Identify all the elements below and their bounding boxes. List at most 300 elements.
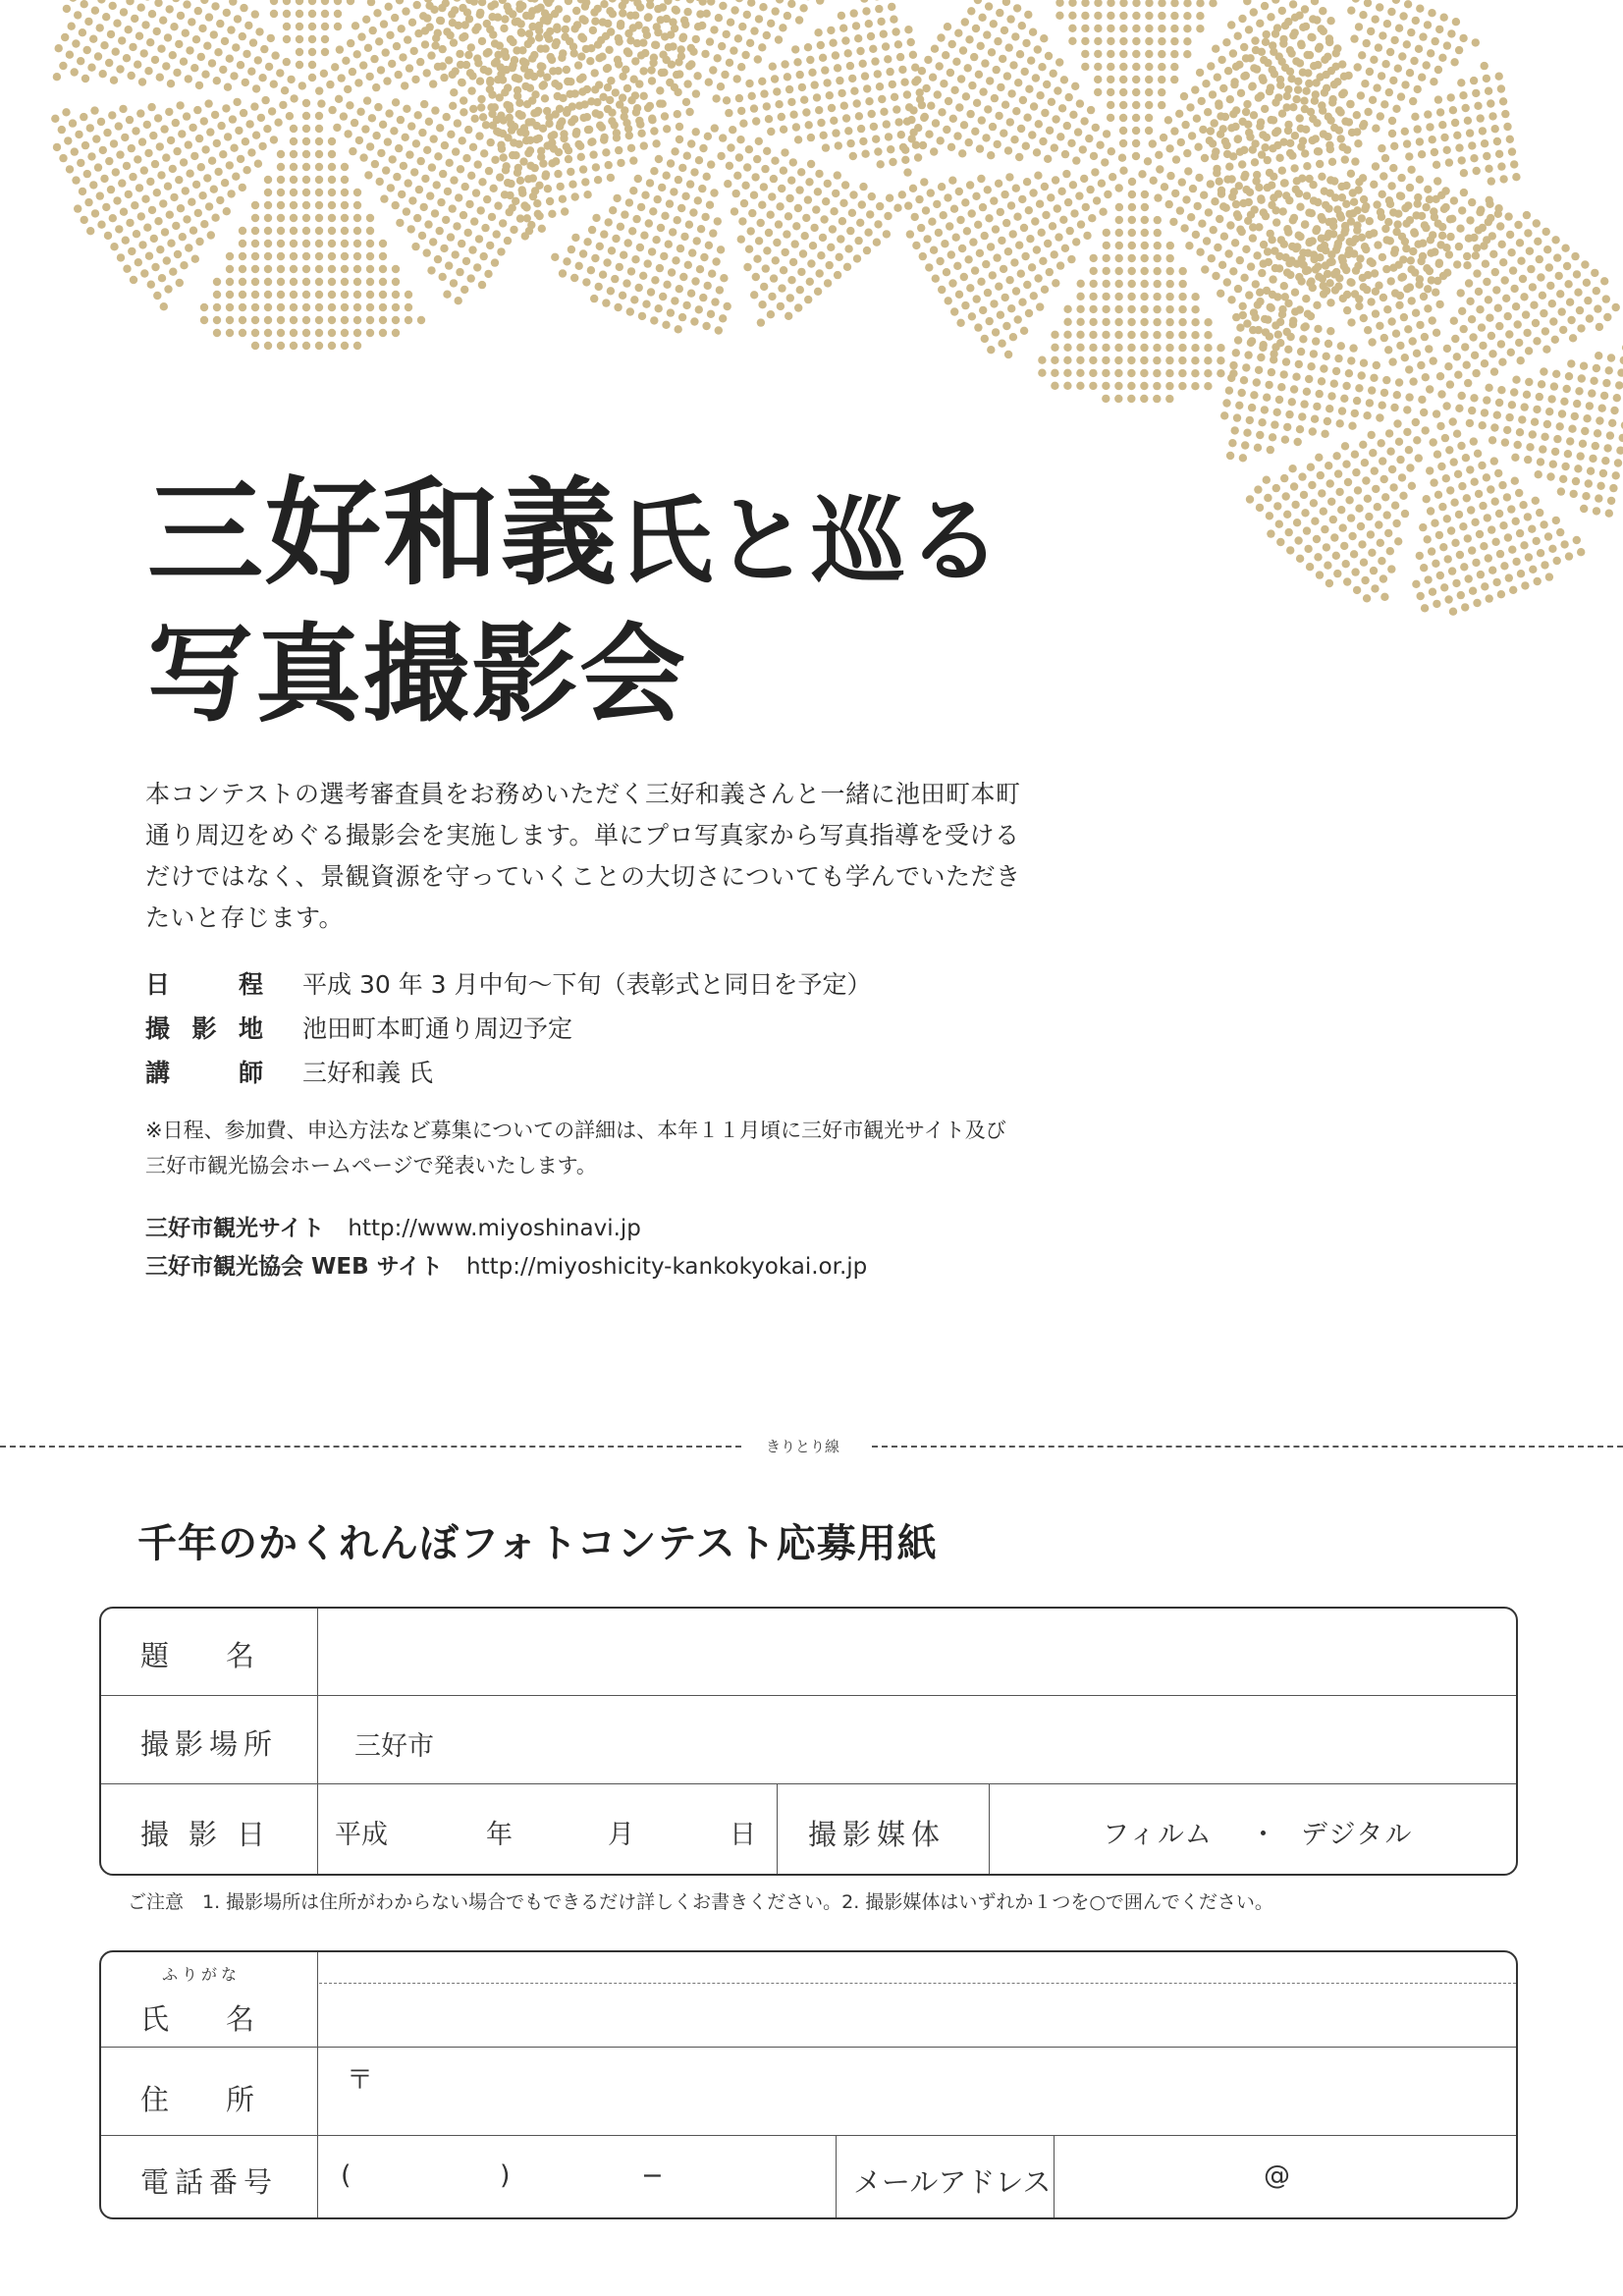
pattern-dot <box>832 129 839 137</box>
pattern-dot <box>1252 46 1260 54</box>
pattern-dot <box>159 17 167 25</box>
pattern-dot <box>1226 95 1234 103</box>
pattern-dot <box>1127 318 1135 326</box>
pattern-dot <box>396 0 404 4</box>
pattern-dot <box>328 163 336 171</box>
pattern-dot <box>1301 105 1309 113</box>
pattern-dot <box>1020 224 1028 232</box>
site-url-link[interactable]: http://miyoshicity-kankokyokai.or.jp <box>466 1254 868 1280</box>
pattern-dot <box>936 62 944 70</box>
pattern-dot <box>1170 0 1178 7</box>
pattern-dot <box>575 262 583 270</box>
pattern-dot <box>188 18 195 26</box>
pattern-dot <box>1569 334 1577 342</box>
pattern-dot <box>1102 382 1109 390</box>
pattern-dot <box>734 34 742 42</box>
pattern-dot <box>1437 390 1445 398</box>
pattern-dot <box>1359 274 1367 282</box>
pattern-dot <box>907 38 915 46</box>
pattern-dot <box>436 124 444 132</box>
pattern-dot <box>175 176 183 184</box>
pattern-dot <box>475 235 483 243</box>
pattern-dot <box>1427 236 1434 244</box>
pattern-dot <box>878 95 886 103</box>
pattern-dot <box>1378 213 1385 221</box>
divider <box>317 1609 318 1695</box>
pattern-dot <box>953 132 961 139</box>
pattern-dot <box>1388 130 1396 137</box>
pattern-dot <box>334 10 342 18</box>
pattern-dot <box>530 0 538 3</box>
pattern-dot <box>478 178 486 186</box>
pattern-dot <box>599 93 607 101</box>
pattern-dot <box>1306 51 1314 59</box>
pattern-dot <box>739 120 747 128</box>
pattern-dot <box>999 55 1006 63</box>
pattern-dot <box>933 200 941 208</box>
pattern-dot <box>947 69 954 77</box>
pattern-dot <box>523 214 531 222</box>
pattern-dot <box>1580 505 1588 513</box>
pattern-dot <box>1404 325 1412 333</box>
pattern-dot <box>589 27 597 34</box>
pattern-dot <box>1325 462 1332 469</box>
pattern-dot <box>277 342 285 350</box>
pattern-dot <box>1308 481 1316 489</box>
pattern-dot <box>1247 339 1255 347</box>
pattern-dot <box>719 134 727 141</box>
pattern-dot <box>264 214 272 222</box>
place-value[interactable]: 三好市 <box>354 1731 434 1762</box>
pattern-dot <box>863 246 871 254</box>
pattern-dot <box>1309 427 1317 435</box>
pattern-dot <box>1326 479 1334 487</box>
title-input[interactable] <box>319 1609 1516 1695</box>
pattern-dot <box>392 303 400 311</box>
pattern-dot <box>1400 313 1408 321</box>
pattern-dot <box>456 50 463 58</box>
pattern-dot <box>1051 250 1058 258</box>
name-label: 氏 名 <box>140 2002 255 2036</box>
pattern-dot <box>778 185 785 192</box>
divider <box>317 1952 318 2047</box>
pattern-dot <box>1368 338 1376 346</box>
pattern-dot <box>711 124 719 132</box>
pattern-dot <box>1250 64 1258 72</box>
pattern-dot <box>1327 392 1335 400</box>
pattern-dot <box>315 137 323 145</box>
pattern-dot <box>154 114 162 122</box>
pattern-dot <box>1582 492 1590 500</box>
pattern-dot <box>1442 402 1450 410</box>
pattern-dot <box>1403 40 1411 48</box>
pattern-dot <box>797 168 805 176</box>
pattern-dot <box>1296 425 1304 433</box>
pattern-dot <box>1523 211 1531 219</box>
pattern-dot <box>758 201 766 209</box>
pattern-dot <box>802 108 810 116</box>
pattern-dot <box>1470 77 1478 84</box>
pattern-dot <box>1378 72 1385 80</box>
pattern-dot <box>841 36 849 44</box>
pattern-dot <box>66 51 74 59</box>
pattern-dot <box>1132 152 1140 160</box>
pattern-dot <box>1594 304 1601 312</box>
pattern-dot <box>1337 342 1345 350</box>
pattern-dot <box>1577 324 1585 332</box>
pattern-dot <box>1318 213 1325 221</box>
pattern-dot <box>1178 318 1186 326</box>
pattern-dot <box>1431 148 1438 156</box>
pattern-dot <box>252 132 260 139</box>
pattern-dot <box>1023 178 1031 186</box>
pattern-dot <box>1351 410 1359 417</box>
pattern-dot <box>250 102 258 110</box>
pattern-dot <box>1276 318 1284 326</box>
pattern-dot <box>727 19 734 27</box>
pattern-dot <box>1115 229 1123 237</box>
pattern-dot <box>985 2 993 10</box>
pattern-dot <box>1217 112 1224 120</box>
pattern-dot <box>514 92 521 100</box>
pattern-dot <box>91 7 99 15</box>
pattern-dot <box>538 225 546 233</box>
pattern-dot <box>1034 45 1042 53</box>
pattern-dot <box>1434 177 1441 185</box>
pattern-dot <box>302 265 310 273</box>
pattern-dot <box>105 59 113 67</box>
pattern-dot <box>1051 344 1058 352</box>
pattern-dot <box>353 252 361 260</box>
pattern-dot <box>53 73 61 81</box>
pattern-dot <box>701 50 709 58</box>
pattern-dot <box>1040 34 1048 42</box>
pattern-dot <box>1256 504 1264 512</box>
pattern-dot <box>1291 289 1299 297</box>
pattern-dot <box>1501 276 1509 284</box>
pattern-dot <box>1034 172 1042 180</box>
pattern-dot <box>87 152 95 160</box>
pattern-dot <box>1324 53 1331 61</box>
pattern-dot <box>799 4 807 12</box>
pattern-dot <box>1478 462 1486 469</box>
pattern-dot <box>1241 441 1249 449</box>
pattern-dot <box>1253 171 1261 179</box>
pattern-dot <box>591 69 599 77</box>
pattern-dot <box>1052 115 1059 123</box>
pattern-dot <box>978 14 986 22</box>
pattern-dot <box>1416 176 1424 184</box>
pattern-dot <box>1395 25 1403 32</box>
pattern-dot <box>1107 50 1114 58</box>
pattern-dot <box>423 14 431 22</box>
media-film-option[interactable]: フィルム <box>1103 1820 1214 1850</box>
pattern-dot <box>159 199 167 207</box>
pattern-dot <box>1018 299 1026 306</box>
pattern-dot <box>1388 117 1396 125</box>
pattern-dot <box>582 45 590 53</box>
pattern-dot <box>853 254 861 262</box>
pattern-dot <box>290 291 298 299</box>
pattern-dot <box>1416 5 1424 13</box>
pattern-dot <box>1086 186 1094 193</box>
pattern-dot <box>1537 549 1544 557</box>
pattern-dot <box>1413 436 1421 444</box>
pattern-dot <box>276 69 284 77</box>
pattern-dot <box>656 99 664 107</box>
pattern-dot <box>449 102 457 110</box>
pattern-dot <box>219 66 227 74</box>
pattern-dot <box>353 265 361 273</box>
pattern-dot <box>458 79 465 86</box>
pattern-dot <box>1102 331 1109 339</box>
pattern-dot <box>668 268 676 276</box>
pattern-dot <box>274 119 282 127</box>
pattern-dot <box>1313 535 1321 543</box>
pattern-dot <box>1227 374 1235 382</box>
pattern-dot <box>484 270 492 278</box>
pattern-dot <box>678 164 686 172</box>
address-input[interactable] <box>319 2047 1516 2135</box>
pattern-dot <box>1010 258 1018 266</box>
pattern-dot <box>428 163 436 171</box>
pattern-dot <box>1051 331 1058 339</box>
pattern-dot <box>991 94 999 102</box>
pattern-dot <box>665 241 673 248</box>
pattern-dot <box>1377 112 1384 120</box>
pattern-dot <box>302 201 310 209</box>
pattern-dot <box>1158 88 1165 96</box>
pattern-dot <box>277 189 285 196</box>
pattern-dot <box>786 294 794 301</box>
pattern-dot <box>647 288 655 296</box>
pattern-dot <box>328 189 336 196</box>
pattern-dot <box>1083 232 1091 240</box>
pattern-dot <box>200 117 208 125</box>
pattern-dot <box>1266 169 1273 177</box>
pattern-dot <box>86 227 94 235</box>
pattern-dot <box>1479 127 1487 135</box>
pattern-dot <box>846 62 854 70</box>
pattern-dot <box>1046 127 1054 135</box>
pattern-dot <box>1332 452 1340 460</box>
pattern-dot <box>1354 63 1362 71</box>
pattern-dot <box>1271 343 1279 351</box>
pattern-dot <box>472 189 480 196</box>
pattern-dot <box>701 213 709 221</box>
pattern-dot <box>889 158 896 166</box>
pattern-dot <box>1119 37 1127 45</box>
pattern-dot <box>1046 268 1054 276</box>
pattern-dot <box>164 183 172 191</box>
pattern-dot <box>1103 254 1110 262</box>
pattern-dot <box>627 96 635 104</box>
pattern-dot <box>1352 468 1360 476</box>
pattern-dot <box>750 291 758 299</box>
media-digital-option[interactable]: デジタル <box>1301 1820 1414 1850</box>
pattern-dot <box>698 185 706 192</box>
pattern-dot <box>234 15 242 23</box>
pattern-dot <box>1311 0 1319 5</box>
pattern-dot <box>692 89 700 97</box>
pattern-dot <box>1224 249 1232 257</box>
pattern-dot <box>1165 144 1173 152</box>
pattern-dot <box>107 30 115 38</box>
site-url-link[interactable]: http://www.miyoshinavi.jp <box>348 1216 641 1241</box>
pattern-dot <box>755 237 763 245</box>
pattern-dot <box>591 254 599 262</box>
pattern-dot <box>1371 269 1379 277</box>
pattern-dot <box>1473 245 1481 252</box>
pattern-dot <box>1534 238 1542 246</box>
pattern-dot <box>353 240 361 247</box>
pattern-dot <box>1397 192 1405 200</box>
page-title-line1 <box>147 440 1003 607</box>
pattern-dot <box>893 204 901 212</box>
pattern-dot <box>474 160 482 168</box>
pattern-dot <box>440 74 448 82</box>
pattern-dot <box>1367 530 1375 538</box>
pattern-dot <box>556 123 564 131</box>
pattern-dot <box>434 29 442 37</box>
pattern-dot <box>1481 139 1488 147</box>
pattern-dot <box>844 127 852 135</box>
pattern-dot <box>856 47 864 55</box>
pattern-dot <box>283 23 291 30</box>
pattern-dot <box>216 20 224 27</box>
pattern-dot <box>955 291 963 299</box>
pattern-dot <box>1103 267 1110 275</box>
pattern-dot <box>1325 579 1333 587</box>
pattern-dot <box>666 199 674 207</box>
pattern-dot <box>584 126 592 134</box>
pattern-dot <box>1322 201 1329 209</box>
pattern-dot <box>147 103 155 111</box>
pattern-dot <box>1273 409 1281 416</box>
name-input[interactable] <box>319 1986 1516 2047</box>
pattern-dot <box>1259 131 1267 138</box>
pattern-dot <box>1102 293 1109 301</box>
pattern-dot <box>1459 522 1467 530</box>
pattern-dot <box>964 255 972 263</box>
pattern-dot <box>621 210 628 218</box>
pattern-dot <box>807 160 815 168</box>
pattern-dot <box>855 112 863 120</box>
pattern-dot <box>596 243 604 250</box>
pattern-dot <box>389 155 397 163</box>
pattern-dot <box>1291 501 1299 509</box>
pattern-dot <box>79 188 86 195</box>
pattern-dot <box>1306 563 1314 571</box>
pattern-dot <box>934 90 942 98</box>
pattern-dot <box>1153 395 1161 403</box>
pattern-dot <box>302 291 310 299</box>
pattern-dot <box>154 217 162 225</box>
pattern-dot <box>1458 206 1466 214</box>
pattern-dot <box>1132 114 1140 122</box>
pattern-dot <box>746 39 754 47</box>
pattern-dot <box>805 178 813 186</box>
pattern-dot <box>1196 248 1204 256</box>
pattern-dot <box>296 23 303 30</box>
pattern-dot <box>1546 282 1554 290</box>
pattern-dot <box>204 99 212 107</box>
pattern-dot <box>1368 549 1376 557</box>
pattern-dot <box>1486 314 1493 322</box>
pattern-dot <box>1444 362 1452 370</box>
pattern-dot <box>1191 85 1199 93</box>
pattern-dot <box>510 226 517 234</box>
pattern-dot <box>138 241 146 248</box>
pattern-dot <box>1401 354 1409 361</box>
pattern-dot <box>1533 219 1541 227</box>
location-row <box>145 1010 572 1045</box>
pattern-dot <box>938 183 946 191</box>
pattern-dot <box>353 303 361 311</box>
pattern-dot <box>1524 513 1532 520</box>
pattern-dot <box>577 33 585 41</box>
pattern-dot <box>143 224 151 232</box>
pattern-dot <box>251 240 259 247</box>
pattern-dot <box>1286 68 1294 76</box>
pattern-dot <box>987 243 995 250</box>
pattern-dot <box>1316 43 1324 51</box>
pattern-dot <box>568 246 575 253</box>
pattern-dot <box>1381 225 1389 233</box>
pattern-dot <box>1107 88 1114 96</box>
pattern-dot <box>1288 398 1296 406</box>
pattern-dot <box>89 35 97 43</box>
pattern-dot <box>1363 39 1371 47</box>
pattern-dot <box>813 93 821 101</box>
pattern-dot <box>958 149 966 157</box>
pattern-dot <box>385 3 393 11</box>
pattern-dot <box>1285 528 1293 536</box>
pattern-dot <box>182 29 189 37</box>
pattern-dot <box>1486 196 1493 204</box>
pattern-dot <box>302 176 310 184</box>
pattern-dot <box>1145 101 1153 109</box>
date-year: 年 <box>486 1820 513 1850</box>
pattern-dot <box>1499 521 1507 529</box>
pattern-dot <box>302 150 310 158</box>
pattern-dot <box>941 240 948 247</box>
pattern-dot <box>1089 331 1097 339</box>
pattern-dot <box>1303 162 1311 170</box>
pattern-dot <box>494 201 502 209</box>
pattern-dot <box>1379 402 1386 410</box>
pattern-dot <box>1145 0 1153 7</box>
pattern-dot <box>1580 362 1588 370</box>
pattern-dot <box>434 152 442 160</box>
pattern-dot <box>129 173 136 181</box>
pattern-dot <box>148 206 156 214</box>
pattern-dot <box>707 0 715 6</box>
pattern-dot <box>1217 190 1225 197</box>
pattern-dot <box>1355 505 1363 513</box>
pattern-dot <box>1428 547 1435 555</box>
pattern-dot <box>1325 340 1332 348</box>
pattern-dot <box>1429 588 1436 596</box>
pattern-dot <box>72 176 80 184</box>
pattern-dot <box>918 67 926 75</box>
pattern-dot <box>1153 344 1161 352</box>
pattern-dot <box>1201 154 1209 162</box>
pattern-dot <box>1442 244 1450 251</box>
pattern-dot <box>1064 198 1072 206</box>
pattern-dot <box>1204 318 1212 326</box>
pattern-dot <box>1102 318 1109 326</box>
